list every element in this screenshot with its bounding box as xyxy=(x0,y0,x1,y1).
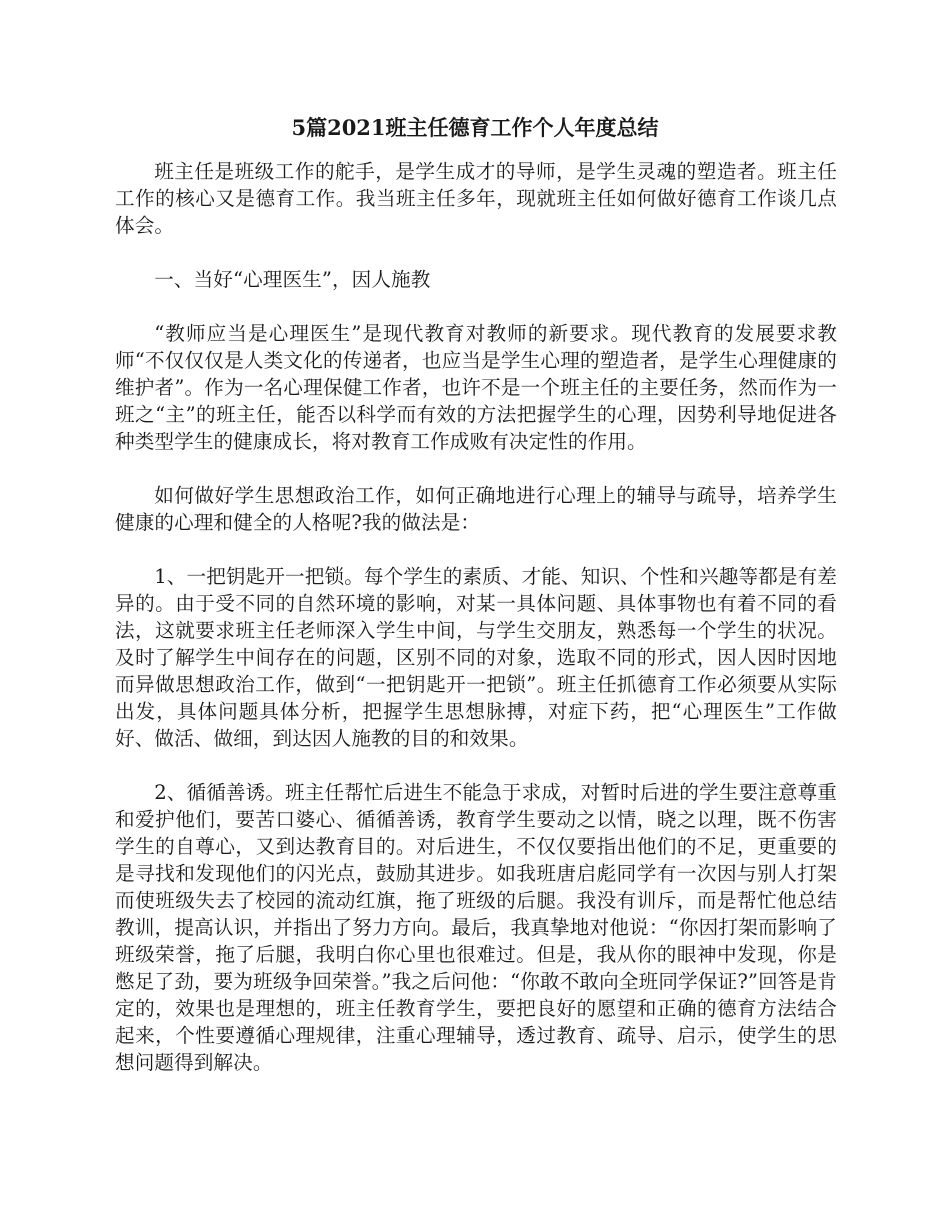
paragraph-psychology: “教师应当是心理医生”是现代教育对教师的新要求。现代教育的发展要求教师“不仅仅仅是人类文化的传递者，也应当是学生心理的塑造者，是学生心理健康的维护者”。作为一名心理保健工作者，也许不是一个班主任的主要任务，然而作为一班之“主”的班主任，能否以科学而有效的方法把握学生的心理，因势利导地促进各种类型学生的健康成长，将对教育工作成败有决定性的作用。 xyxy=(115,322,837,453)
document-body xyxy=(115,158,837,1103)
paragraph-point-1: 1、一把钥匙开一把锁。每个学生的素质、才能、知识、个性和兴趣等都是有差异的。由于受不同的自然环境的影响，对某一具体问题、具体事物也有着不同的看法，这就要求班主任老师深入学生中间，与学生交朋友，熟悉每一个学生的状况。及时了解学生中间存在的问题，区别不同的对象，选取不同的形式，因人因时因地而异做思想政治工作，做到“一把钥匙开一把锁”。班主任抓德育工作必须要从实际出发，具体问题具体分析，把握学生思想脉搏，对症下药，把“心理医生”工作做好、做活、做细，到达因人施教的目的和效果。 xyxy=(115,565,837,750)
paragraph-question: 如何做好学生思想政治工作，如何正确地进行心理上的辅导与疏导，培养学生健康的心理和健全的人格呢?我的做法是： xyxy=(115,484,837,534)
document-title: 5篇2021班主任德育工作个人年度总结 xyxy=(291,115,659,140)
section-heading: 一、当好“心理医生”，因人施教 xyxy=(154,268,431,291)
paragraph-point-2: 2、循循善诱。班主任帮忙后进生不能急于求成，对暂时后进的学生要注意尊重和爱护他们，要苦口婆心、循循善诱，教育学生要动之以情，晓之以理，既不伤害学生的自尊心，又到达教育目的。对后进生，不仅仅要指出他们的不足，更重要的是寻找和发现他们的闪光点，鼓励其进步。如我班唐启彪同学有一次因与别人打架而使班级失去了校园的流动红旗，拖了班级的后腿。我没有训斥，而是帮忙他总结教训，提高认识，并指出了努力方向。最后，我真挚地对他说：“你因打架而影响了班级荣誉，拖了后腿，我明白你心里也很难过。但是，我从你的眼神中发现，你是憋足了劲，要为班级争回荣誉。”我之后问他：“你敢不敢向全班同学保证?”回答是肯定的，效果也是理想的，班主任教育学生，要把良好的愿望和正确的德育方法结合起来，个性要遵循心理规律，注重心理辅导，透过教育、疏导、启示，使学生的思想问题得到解决。 xyxy=(115,781,837,1074)
paragraph-intro: 班主任是班级工作的舵手，是学生成才的导师，是学生灵魂的塑造者。班主任工作的核心又是德育工作。我当班主任多年，现就班主任如何做好德育工作谈几点体会。 xyxy=(115,160,837,237)
